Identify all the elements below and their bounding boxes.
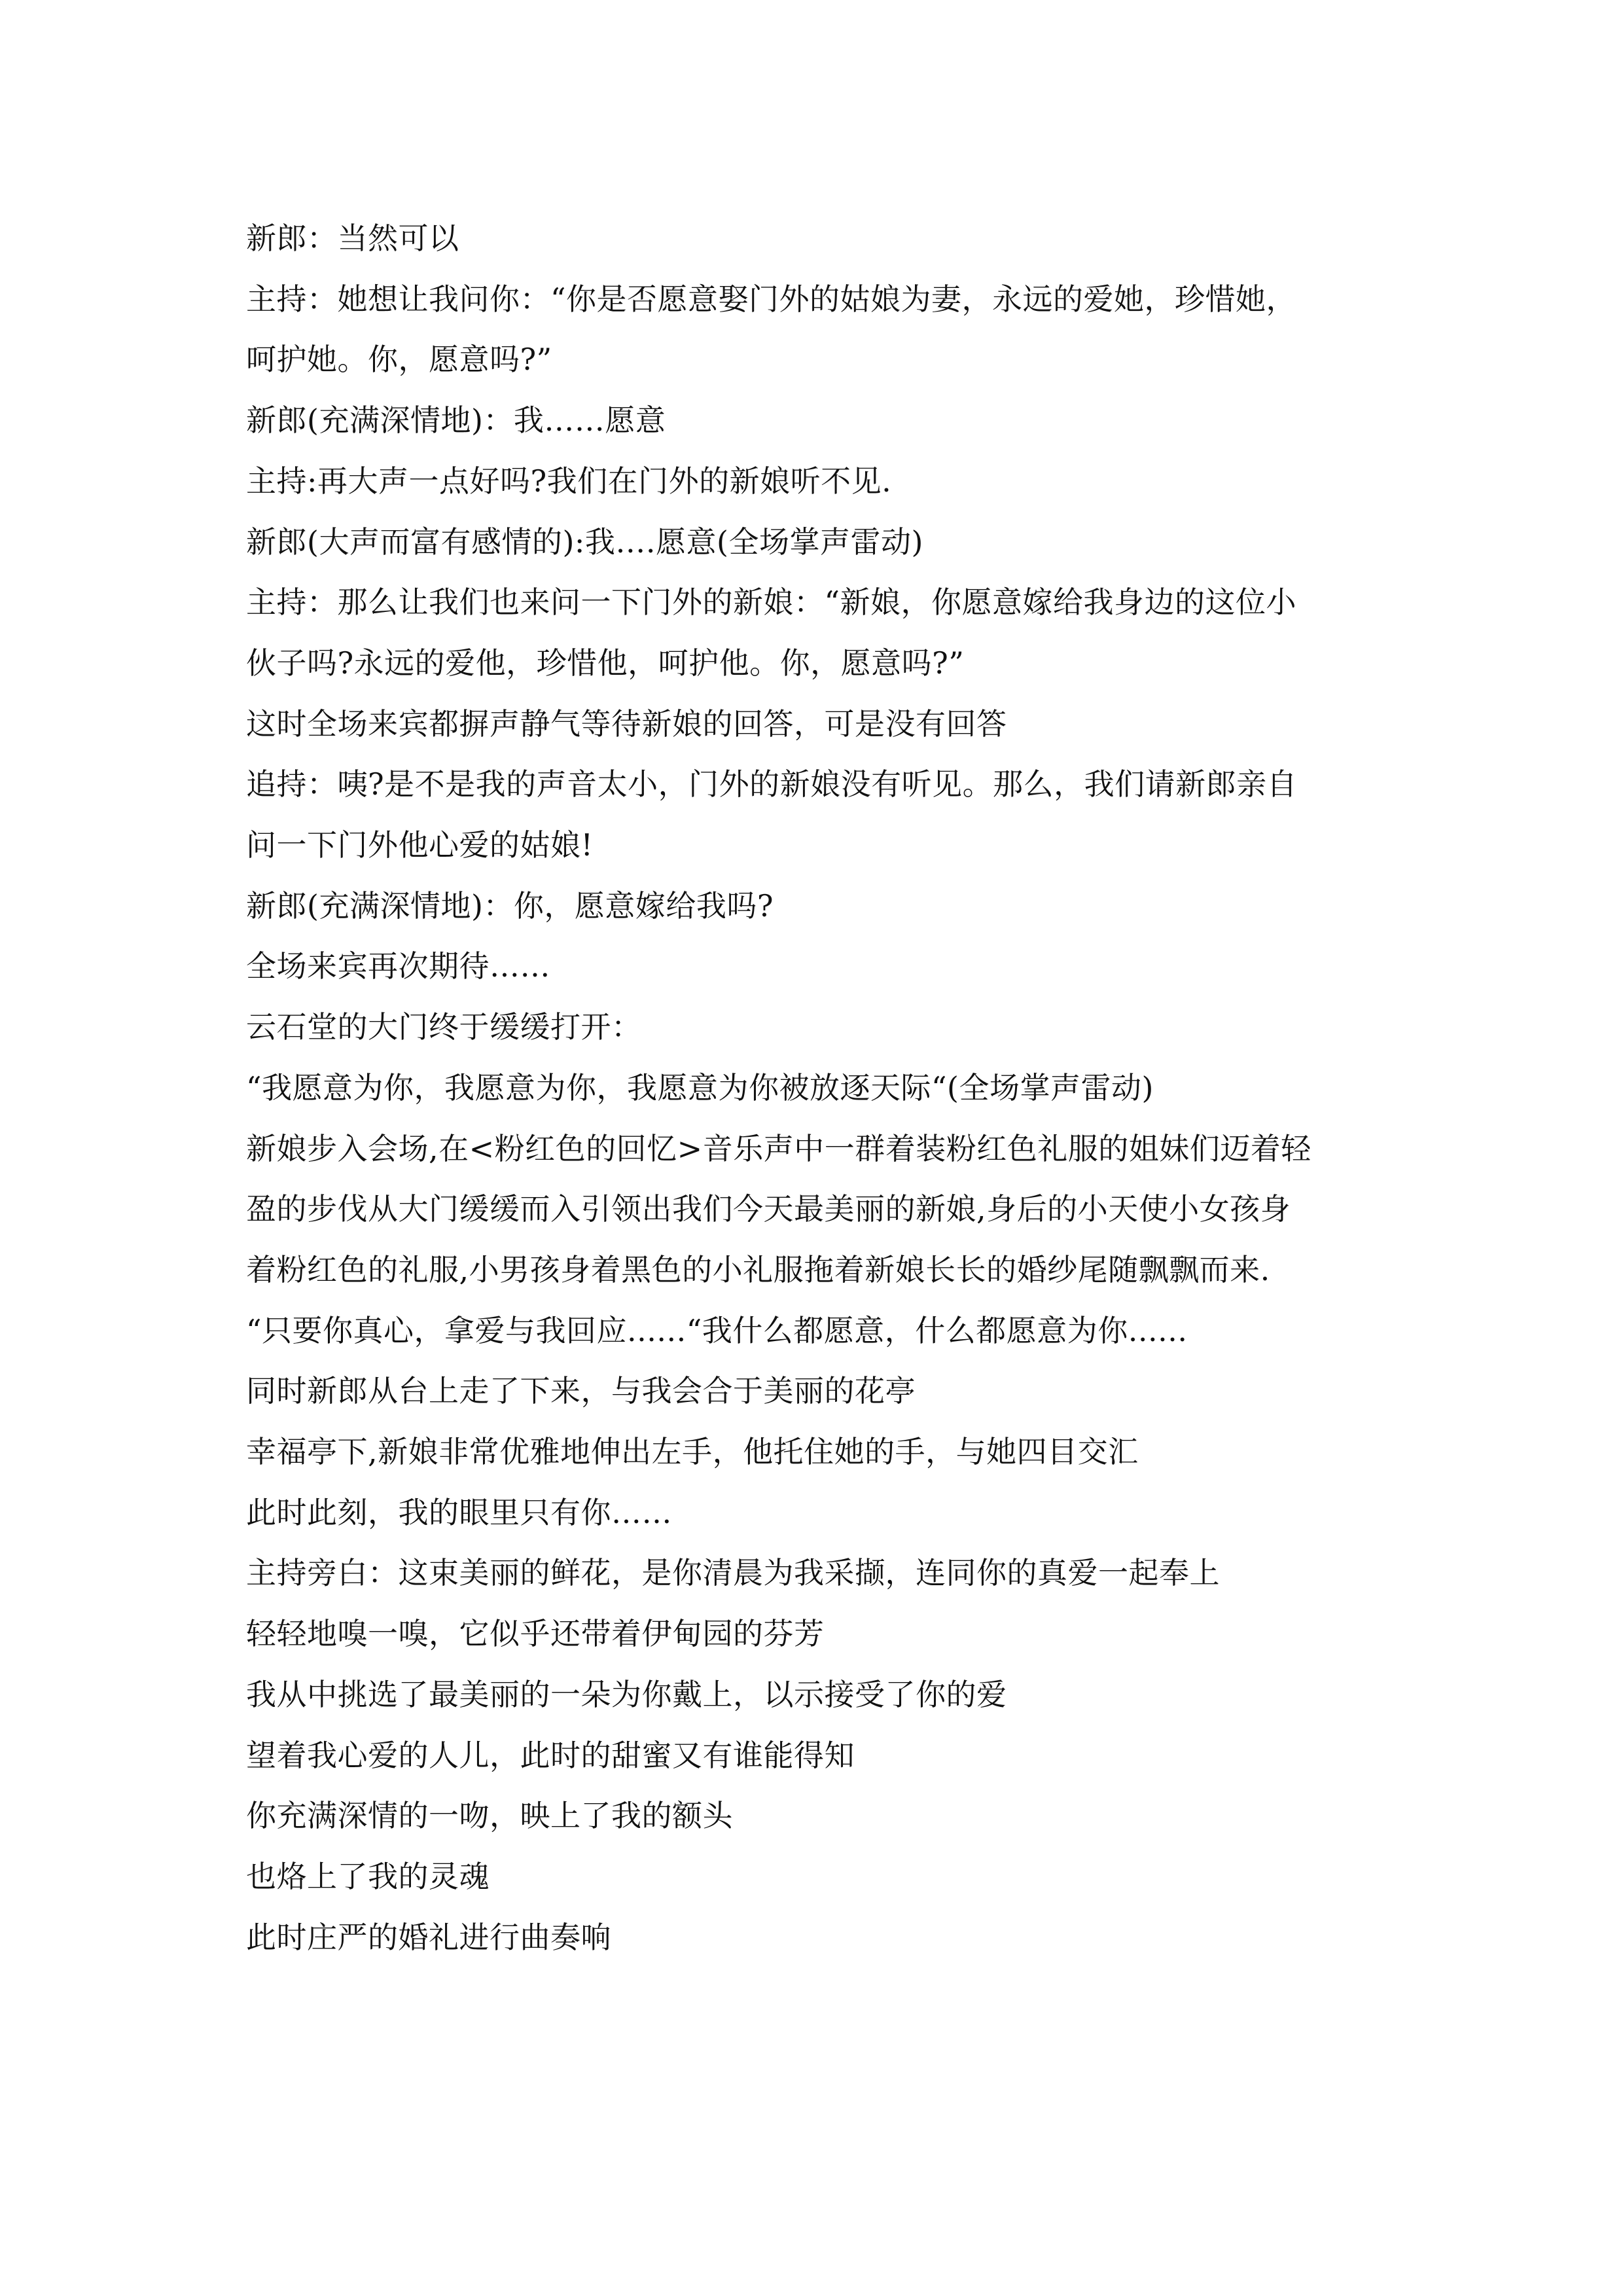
text-line: 此时庄严的婚礼进行曲奏响 — [246, 1919, 611, 1955]
text-line: 这时全场来宾都摒声静气等待新娘的回答，可是没有回答 — [246, 706, 1007, 742]
text-line: 呵护她。你，愿意吗?” — [246, 342, 552, 378]
text-line: 此时此刻，我的眼里只有你…… — [246, 1494, 672, 1530]
text-line: 云石堂的大门终于缓缓打开： — [246, 1009, 642, 1045]
text-line: 着粉红色的礼服,小男孩身着黑色的小礼服拖着新娘长长的婚纱尾随飘飘而来. — [246, 1251, 1270, 1287]
text-line: 同时新郎从台上走了下来，与我会合于美丽的花亭 — [246, 1373, 916, 1409]
text-line: 新郎(充满深情地)：你，愿意嫁给我吗? — [246, 888, 774, 924]
text-line: 轻轻地嗅一嗅，它似乎还带着伊甸园的芬芳 — [246, 1616, 825, 1652]
text-line: 新娘步入会场,在<粉红色的回忆>音乐声中一群着装粉红色礼服的姐妹们迈着轻 — [246, 1130, 1311, 1166]
text-line: 主持:再大声一点好吗?我们在门外的新娘听不见. — [246, 463, 892, 499]
text-line: 新郎：当然可以 — [246, 221, 459, 256]
text-line: 新郎(大声而富有感情的):我….愿意(全场掌声雷动) — [246, 524, 923, 560]
text-line: 你充满深情的一吻，映上了我的额头 — [246, 1798, 733, 1834]
text-line: 幸福亭下,新娘非常优雅地伸出左手，他托住她的手，与她四目交汇 — [246, 1434, 1139, 1470]
text-line: “我愿意为你，我愿意为你，我愿意为你被放逐天际“(全场掌声雷动) — [246, 1069, 1154, 1105]
text-line: 主持：那么让我们也来问一下门外的新娘：“新娘，你愿意嫁给我身边的这位小 — [246, 584, 1297, 620]
text-line: 望着我心爱的人儿，此时的甜蜜又有谁能得知 — [246, 1737, 855, 1773]
text-line: “只要你真心，拿爱与我回应......“我什么都愿意，什么都愿意为你...... — [246, 1312, 1188, 1348]
text-line: 主持旁白：这束美丽的鲜花，是你清晨为我采撷，连同你的真爱一起奉上 — [246, 1555, 1220, 1591]
text-line: 我从中挑选了最美丽的一朵为你戴上，以示接受了你的爱 — [246, 1676, 1007, 1712]
text-line: 也烙上了我的灵魂 — [246, 1858, 490, 1894]
text-line: 主持：她想让我问你：“你是否愿意娶门外的姑娘为妻，永远的爱她，珍惜她， — [246, 281, 1297, 317]
text-line: 伙子吗?永远的爱他，珍惜他，呵护他。你，愿意吗?” — [246, 645, 965, 681]
text-line: 追持：咦?是不是我的声音太小，门外的新娘没有听见。那么，我们请新郎亲自 — [246, 766, 1298, 802]
text-line: 新郎(充满深情地)：我……愿意 — [246, 403, 666, 439]
text-line: 问一下门外他心爱的姑娘! — [246, 827, 594, 863]
text-line: 盈的步伐从大门缓缓而入引领出我们今天最美丽的新娘,身后的小天使小女孩身 — [246, 1191, 1291, 1227]
document-body — [246, 208, 1378, 1967]
text-line: 全场来宾再次期待…… — [246, 948, 550, 984]
